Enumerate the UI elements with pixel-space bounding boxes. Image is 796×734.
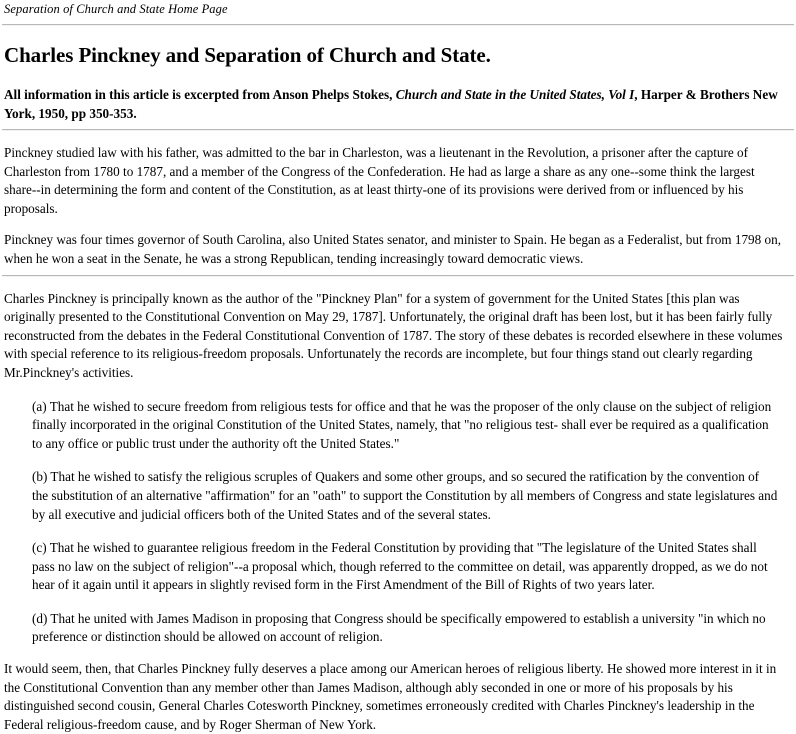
- lettered-point-d: (d) That he united with James Madison in proposing that Congress should be specifically empowered to establish a university "in which no preference or distinction should be allowed on account of religion.: [32, 610, 766, 645]
- paragraph-biography-offices: Pinckney was four times governor of South Carolina, also United States senator, and minister to Spain. He began as a Federalist, but from 1798 on, when he won a seat in the Senate, he was a strong Republican, tending increasingly toward democratic views.: [4, 232, 782, 266]
- lettered-point-b: (b) That he wished to satisfy the religious scruples of Quakers and some other groups, and so secured the ratification by the convention of the substitution of an alternative "affirmation" for an "oath" to support the Constitution by all members of Congress and state legislatures and by all executive and judicial officers both of the United States and of the several states.: [32, 469, 778, 522]
- source-work-title: Church and State in the United States, Vol I: [395, 87, 635, 102]
- lettered-point-c: (c) That he wished to guarantee religious freedom in the Federal Constitution by providing that "The legislature of the United States shall pass no law on the subject of religion"--a proposal which, though referred to the committee on detail, was apparently dropped, as we do not hear of it again until it appears in slightly revised form in the First Amendment of the Bill of Rights of two years later.: [32, 540, 768, 593]
- divider-after-biography: [2, 275, 794, 277]
- home-page-link[interactable]: Separation of Church and State Home Page: [4, 2, 228, 16]
- lettered-point-a: (a) That he wished to secure freedom from religious tests for office and that he was the proposer of the only clause on the subject of religion finally incorporated in the original Constitution of the United States, namely, that "no religious test- shall ever be required as a qualification to any office or public trust under the authority oft the United States.": [32, 398, 772, 451]
- page-title: Charles Pinckney and Separation of Church and State.: [4, 43, 491, 67]
- source-note-suffix: , Harper & Brothers New York, 1950, pp 350-353.: [4, 87, 778, 121]
- source-note-prefix: All information in this article is excerpted from Anson Phelps Stokes,: [4, 87, 396, 102]
- paragraph-pinckney-plan: Charles Pinckney is principally known as the author of the "Pinckney Plan" for a system of government for the United States [this plan was originally presented to the Constitutional Convention on May 29, 1787]. Unfortunately, the original draft has been lost, but it has been fairly fully reconstructed from the debates in the Federal Constitutional Convention of 1787. The story of these debates is recorded elsewhere in these volumes with special reference to its religious-freedom proposals. Unfortunately the records are incomplete, but four things stand out clearly regarding Mr.Pinckney's activities.: [4, 290, 783, 380]
- source-note: [4, 85, 794, 123]
- paragraph-biography-law-career: Pinckney studied law with his father, was admitted to the bar in Charleston, was a lieutenant in the Revolution, a prisoner after the capture of Charleston from 1780 to 1787, and a member of the Congress of the Confederation. He had as large a share as any one--some think the largest share--in determining the form and content of the Constitution, as at least thirty-one of its provisions were derived from or influenced by his proposals.: [4, 145, 755, 216]
- paragraph-conclusion: It would seem, then, that Charles Pinckney fully deserves a place among our American heroes of religious liberty. He showed more interest in it in the Constitutional Convention than any member other than James Madison, although ably seconded in one or more of his proposals by his distinguished second cousin, General Charles Cotesworth Pinckney, sometimes erroneously credited with Charles Pinckney's leadership in the Federal religious-freedom cause, and by Roger Sherman of New York.: [4, 661, 777, 732]
- divider-after-source: [2, 129, 794, 131]
- divider-top: [2, 24, 794, 26]
